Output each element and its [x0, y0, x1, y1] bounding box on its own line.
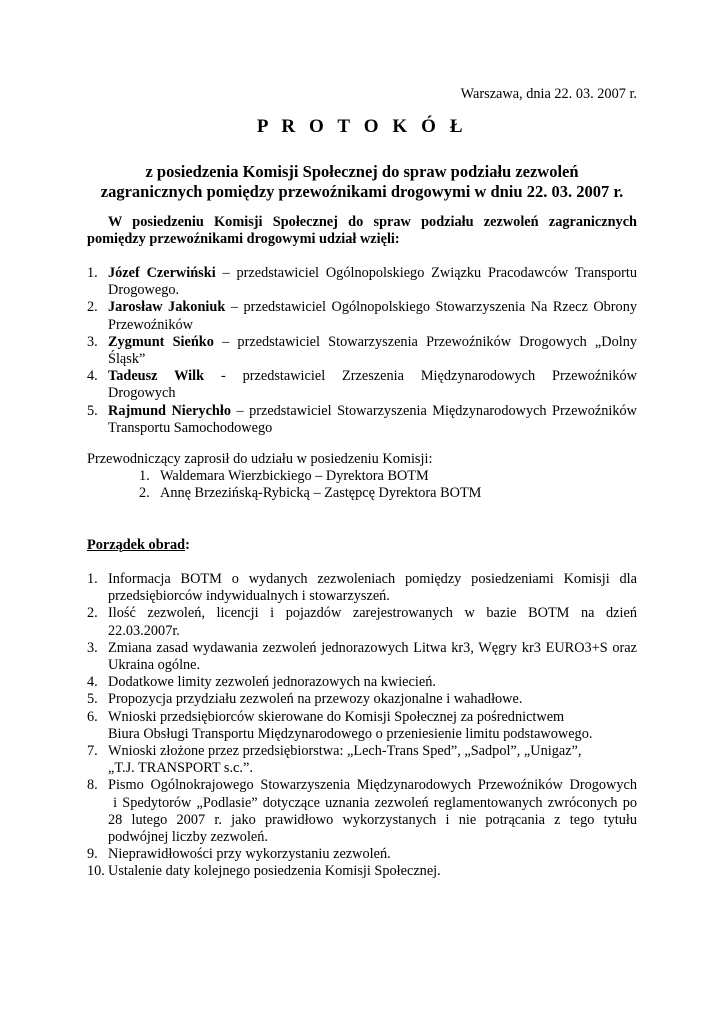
agenda-item-text: 22.03.2007r.	[108, 622, 180, 639]
agenda-item-text: 28 lutego 2007 r. jako prawidłowo wykorzystanych i nie potrącania z tego tytułu	[108, 811, 637, 828]
intro-paragraph	[87, 214, 637, 248]
agenda-list	[87, 571, 637, 881]
attendees-list	[87, 265, 637, 437]
list-number: 7.	[87, 743, 98, 760]
agenda-item-text: Pismo Ogólnokrajowego Stowarzyszenia Międzynarodowych Przewoźników Drogowych	[108, 777, 637, 794]
agenda-item-text: Ustalenie daty kolejnego posiedzenia Komisji Społecznej.	[108, 863, 441, 880]
agenda-item-text: Wnioski złożone przez przedsiębiorstwa: „Lech-Trans Sped”, „Sadpol”, „Unigaz”,	[108, 743, 582, 760]
list-number: 2.	[87, 605, 98, 622]
agenda-item-text: Propozycja przydziału zezwoleń na przewozy okazjonalne i wahadłowe.	[108, 691, 523, 708]
subtitle-line: z posiedzenia Komisji Społecznej do spraw podziału zezwoleń	[145, 162, 579, 181]
document-date: Warszawa, dnia 22. 03. 2007 r.	[460, 86, 637, 102]
document-title: P R O T O K Ó Ł	[256, 116, 468, 137]
agenda-item	[87, 691, 637, 708]
agenda-item-text: Dodatkowe limity zezwoleń jednorazowych na kwiecień.	[108, 674, 436, 691]
attendee-role-cont: Drogowych	[108, 385, 176, 402]
agenda-item	[87, 571, 637, 605]
agenda-item	[87, 640, 637, 674]
attendee-role: – przedstawiciel Ogólnopolskiego Stowarzyszenia Na Rzecz Obrony	[225, 299, 637, 316]
agenda-heading	[87, 537, 190, 554]
invited-item	[139, 468, 481, 485]
intro-line: pomiędzy przewoźnikami drogowymi udział wzięli:	[87, 231, 400, 248]
agenda-item	[87, 674, 637, 691]
attendee-item	[87, 368, 637, 402]
subtitle-line: zagranicznych pomiędzy przewoźnikami drogowymi w dniu 22. 03. 2007 r.	[100, 181, 624, 201]
list-number: 6.	[87, 708, 98, 725]
agenda-item-text: Biura Obsługi Transportu Międzynarodowego o przeniesienie limitu podstawowego.	[108, 725, 593, 742]
attendee-item	[87, 403, 637, 437]
list-number: 1.	[87, 265, 98, 281]
invited-text: Annę Brzezińską-Rybicką – Zastępcę Dyrektora BOTM	[160, 485, 482, 502]
document-subtitle	[60, 162, 664, 201]
attendee-name: Józef Czerwiński	[108, 265, 216, 281]
attendee-role: – przedstawiciel Stowarzyszenia Międzynarodowych Przewoźników	[231, 402, 637, 419]
agenda-item-text: i Spedytorów „Podlasie” dotyczące uznania zezwoleń reglamentowanych zwróconych po	[108, 794, 637, 811]
list-number: 4.	[87, 674, 98, 691]
invited-list	[139, 468, 481, 502]
intro-line: W posiedzeniu Komisji Społecznej do spraw podziału zezwoleń zagranicznych	[108, 214, 637, 230]
agenda-item-text: przedsiębiorców indywidualnych i stowarzyszeń.	[108, 588, 390, 605]
attendee-item	[87, 299, 637, 333]
agenda-heading-text: Porządek obrad	[87, 537, 186, 553]
attendee-item	[87, 334, 637, 368]
agenda-item	[87, 863, 637, 880]
attendee-role-cont: Drogowego.	[108, 282, 180, 299]
list-number: 1.	[139, 468, 150, 484]
list-number: 10.	[87, 863, 105, 880]
attendee-item	[87, 265, 637, 299]
list-number: 5.	[87, 691, 98, 708]
list-number: 5.	[87, 402, 98, 419]
attendee-role: – przedstawiciel Ogólnopolskiego Związku Pracodawców Transportu	[215, 265, 637, 281]
attendee-role-cont: Transportu Samochodowego	[108, 419, 273, 436]
agenda-item-text: Zmiana zasad wydawania zezwoleń jednorazowych Litwa kr3, Węgry kr3 EURO3+S oraz	[108, 639, 637, 656]
list-number: 2.	[87, 299, 98, 316]
agenda-item-text: Wnioski przedsiębiorców skierowane do Komisji Społecznej za pośrednictwem	[108, 708, 565, 725]
list-number: 3.	[87, 333, 98, 350]
agenda-item	[87, 846, 637, 863]
attendee-name: Jarosław Jakoniuk	[108, 299, 226, 316]
agenda-item-text: podwójnej liczby zezwoleń.	[108, 829, 268, 846]
list-number: 4.	[87, 368, 98, 385]
attendee-role: - przedstawiciel Zrzeszenia Międzynarodowych Przewoźników	[204, 368, 637, 385]
agenda-item	[87, 743, 637, 777]
agenda-item-text: Nieprawidłowości przy wykorzystaniu zezwoleń.	[108, 846, 391, 863]
agenda-item-text: Ukraina ogólne.	[108, 657, 201, 674]
agenda-item	[87, 709, 637, 743]
attendee-name: Tadeusz Wilk	[108, 368, 205, 385]
attendee-name: Zygmunt Sieńko	[108, 333, 214, 350]
agenda-item-text: „T.J. TRANSPORT s.c.”.	[108, 760, 253, 777]
agenda-item-text: Ilość zezwoleń, licencji i pojazdów zarejestrowanych w bazie BOTM na dzień	[108, 605, 637, 622]
agenda-heading-colon: :	[185, 537, 190, 553]
attendee-name: Rajmund Nierychło	[108, 402, 232, 419]
list-number: 3.	[87, 639, 98, 656]
invited-item	[139, 485, 481, 502]
list-number: 8.	[87, 777, 98, 794]
list-number: 2.	[139, 485, 150, 502]
attendee-role: – przedstawiciel Stowarzyszenia Przewoźników Drogowych „Dolny	[213, 333, 637, 350]
chair-invitation-text: Przewodniczący zaprosił do udziału w posiedzeniu Komisji:	[87, 451, 433, 467]
invited-text: Waldemara Wierzbickiego – Dyrektora BOTM	[160, 468, 429, 484]
attendee-role-cont: Przewoźników	[108, 316, 193, 333]
list-number: 1.	[87, 571, 98, 587]
agenda-item	[87, 777, 637, 846]
list-number: 9.	[87, 846, 98, 863]
agenda-item-text: Informacja BOTM o wydanych zezwoleniach pomiędzy posiedzeniami Komisji dla	[108, 571, 637, 587]
agenda-item	[87, 605, 637, 639]
attendee-role-cont: Śląsk”	[108, 351, 146, 368]
